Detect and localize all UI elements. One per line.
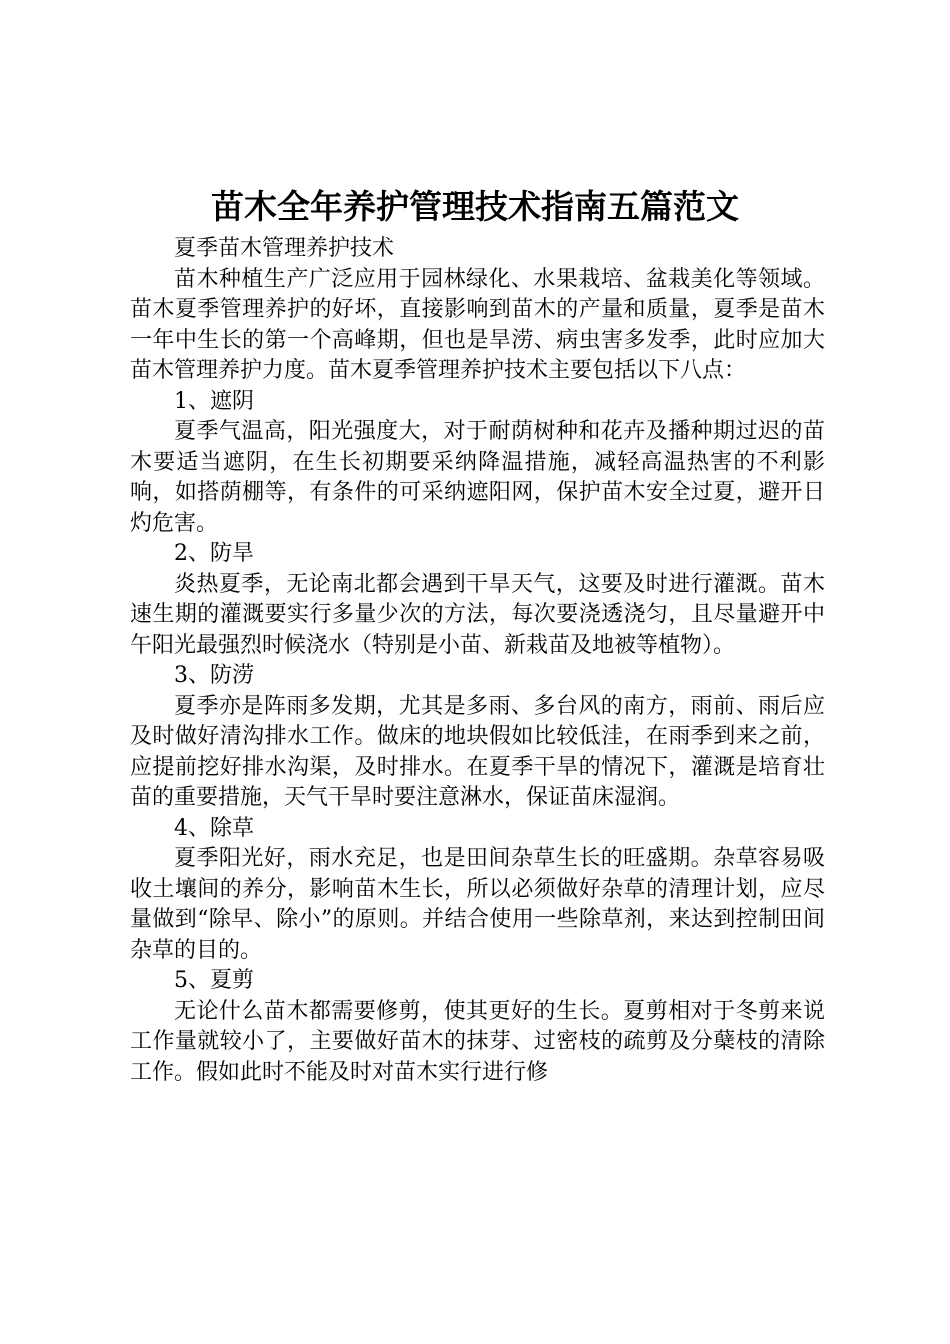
document-title: 苗木全年养护管理技术指南五篇范文 — [211, 187, 739, 226]
paragraph-waterlogging: 夏季亦是阵雨多发期，尤其是多雨、多台风的南方，雨前、雨后应及时做好清沟排水工作。做床的地块假如比较低洼，在雨季到来之前，应提前挖好排水沟渠，及时排水。在夏季干旱的情况下，灌溉是培育壮苗的重要措施，天气干旱时要注意淋水，保证苗床湿润。 — [130, 693, 825, 810]
heading-summer-pruning: 5、夏剪 — [174, 968, 254, 993]
heading-shading: 1、遮阴 — [174, 388, 254, 414]
section-title: 夏季苗木管理养护技术 — [174, 236, 395, 261]
heading-waterlogging: 3、防涝 — [174, 663, 254, 688]
heading-drought: 2、防旱 — [174, 541, 254, 566]
document-body — [130, 234, 825, 1088]
paragraph-weeding: 夏季阳光好，雨水充足，也是田间杂草生长的旺盛期。杂草容易吸收土壤间的养分，影响苗木生长，所以必须做好杂草的清理计划，应尽量做到“除早、除小”的原则。并结合使用一些除草剂，来达到控制田间杂草的目的。 — [130, 846, 825, 963]
paragraph-drought: 炎热夏季，无论南北都会遇到干旱天气，这要及时进行灌溉。苗木速生期的灌溉要实行多量少次的方法，每次要浇透浇匀，且尽量避开中午阳光最强烈时候浇水（特别是小苗、新栽苗及地被等植物）。 — [130, 571, 825, 658]
paragraph-shading: 夏季气温高，阳光强度大，对于耐荫树种和花卉及播种期过迟的苗木要适当遮阴，在生长初期要采纳降温措施，减轻高温热害的不利影响，如搭荫棚等，有条件的可采纳遮阳网，保护苗木安全过夏，避开日灼危害。 — [130, 419, 825, 536]
heading-weeding: 4、除草 — [174, 815, 254, 841]
intro-paragraph: 苗木种植生产广泛应用于园林绿化、水果栽培、盆栽美化等领域。苗木夏季管理养护的好坏，直接影响到苗木的产量和质量，夏季是苗木一年中生长的第一个高峰期，但也是旱涝、病虫害多发季，此时应加大苗木管理养护力度。苗木夏季管理养护技术主要包括以下八点： — [130, 266, 825, 383]
paragraph-summer-pruning: 无论什么苗木都需要修剪，使其更好的生长。夏剪相对于冬剪来说工作量就较小了，主要做好苗木的抹芽、过密枝的疏剪及分蘖枝的清除工作。假如此时不能及时对苗木实行进行修 — [130, 998, 825, 1085]
